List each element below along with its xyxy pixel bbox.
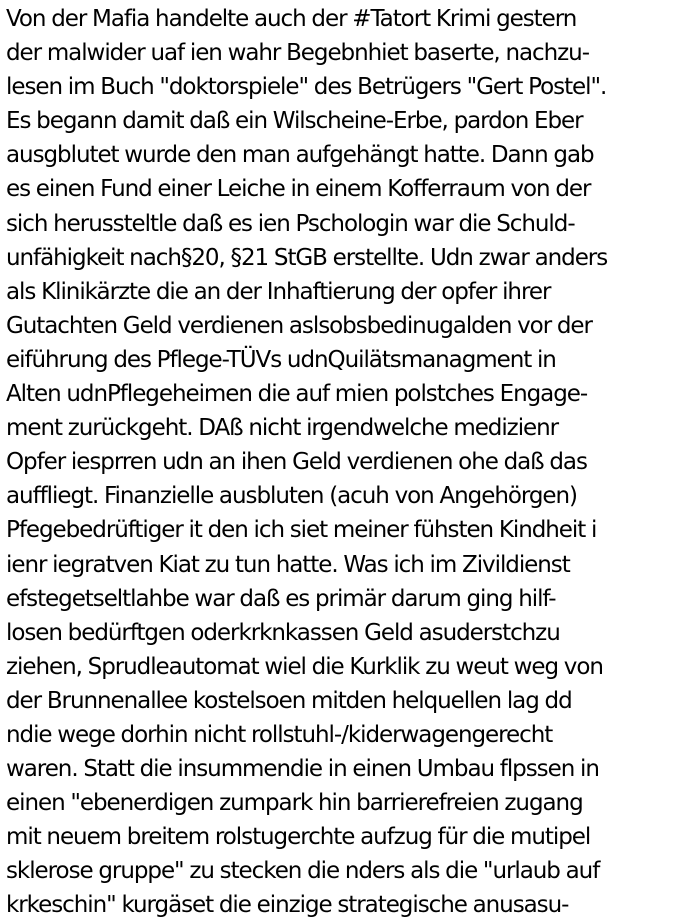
- document-text: [6, 2, 682, 923]
- text-line: einen "ebenerdigen zumpark hin barrierefreien zugang: [6, 790, 583, 817]
- text-line: mit neuem breitem rolstugerchte aufzug für die mutipel: [6, 824, 591, 851]
- text-line: efstegetseltlahbe war daß es primär darum ging hilf-: [6, 585, 556, 612]
- text-line: krkeschin" kurgäset die einzige strategische anusasu-: [6, 892, 569, 919]
- text-line: sich herussteltle daß es ien Pschologin war die Schuld-: [6, 210, 575, 237]
- text-line: sklerose gruppe" zu stecken die nders als die "urlaub auf: [6, 858, 600, 885]
- text-line: als Klinikärzte die an der Inhaftierung der opfer ihrer: [6, 278, 551, 305]
- text-line: lesen im Buch "doktorspiele" des Betrügers "Gert Postel".: [6, 74, 607, 101]
- text-line: unfähigkeit nach§20, §21 StGB erstellte. Udn zwar anders: [6, 244, 608, 271]
- text-line: es einen Fund einer Leiche in einem Kofferraum von der: [6, 176, 591, 203]
- text-line: Opfer iesprren udn an ihen Geld verdienen ohe daß das: [6, 449, 587, 476]
- text-line: waren. Statt die insummendie in einen Umbau flpssen in: [6, 756, 599, 783]
- text-line: auffliegt. Finanzielle ausbluten (acuh von Angehörgen): [6, 483, 577, 510]
- text-line: der malwider uaf ien wahr Begebnhiet baserte, nachzu-: [6, 40, 589, 67]
- text-line: Von der Mafia handelte auch der #Tatort Krimi gestern: [6, 6, 577, 32]
- text-line: Alten udnPflegeheimen die auf mien polstches Engage-: [6, 381, 588, 408]
- text-line: losen bedürftgen oderkrknkassen Geld asuderstchzu: [6, 619, 560, 646]
- text-line: der Brunnenallee kostelsoen mitden helquellen lag dd: [6, 687, 572, 714]
- text-line: ausgblutet wurde den man aufgehängt hatte. Dann gab: [6, 142, 594, 169]
- text-line: ndie wege dorhin nicht rollstuhl-/kiderwagengerecht: [6, 721, 553, 748]
- text-line: ienr iegratven Kiat zu tun hatte. Was ich im Zivildienst: [6, 551, 570, 578]
- text-line: Gutachten Geld verdienen aslsobsbedinugalden vor der: [6, 312, 592, 339]
- text-line: ment zurückgeht. DAß nicht irgendwelche medizienr: [6, 415, 559, 442]
- text-line: Es begann damit daß ein Wilscheine-Erbe, pardon Eber: [6, 108, 583, 135]
- text-line: Pfegebedrüftiger it den ich siet meiner fühsten Kindheit i: [6, 517, 597, 544]
- text-line: eiführung des Pflege-TÜVs udnQuilätsmanagment in: [6, 346, 556, 373]
- text-line: ziehen, Sprudleautomat wiel die Kurklik zu weut weg von: [6, 653, 603, 680]
